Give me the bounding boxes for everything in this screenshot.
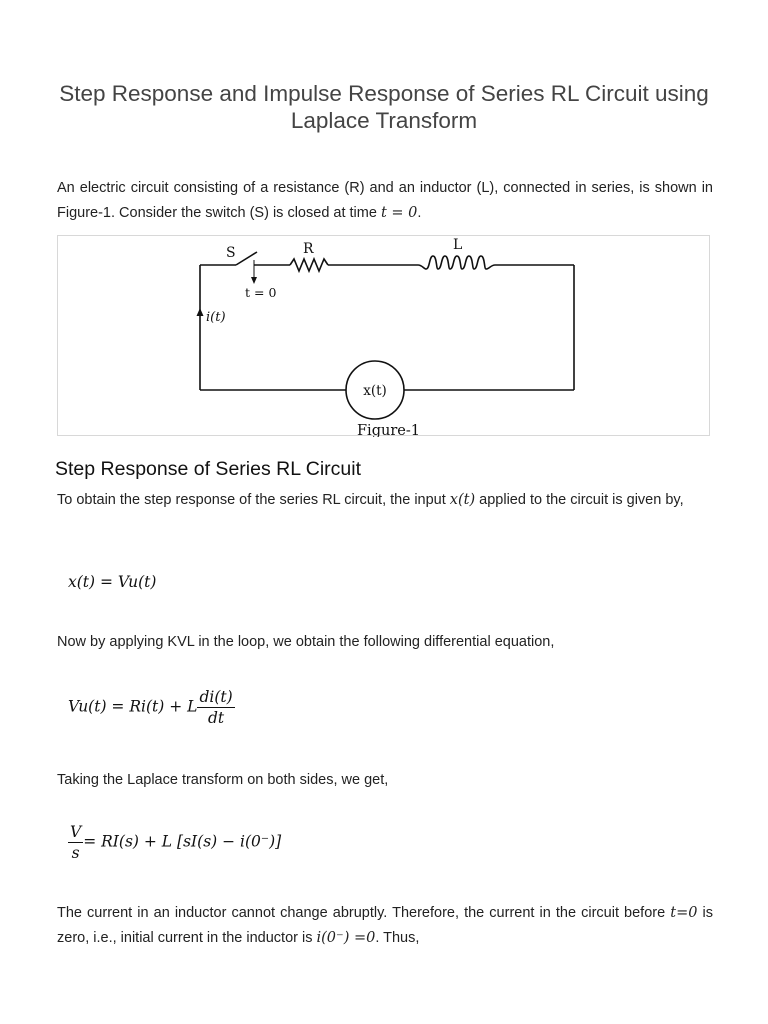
time-label: t = 0: [245, 285, 277, 300]
paragraph-kvl: Now by applying KVL in the loop, we obtain the following differential equation,: [57, 634, 555, 650]
eq3-numerator: V: [70, 823, 82, 841]
eq3-fraction: [68, 823, 83, 862]
source-label: x(t): [363, 383, 387, 399]
equation-input: x(t) = Vu(t): [68, 573, 157, 591]
intro-math: t = 0: [380, 205, 418, 221]
p1-end: applied to the circuit is given by,: [475, 492, 684, 508]
p4-text2: is zero, i.e., initial current in the inductor is: [57, 905, 714, 946]
paragraph-initial-current: [57, 901, 713, 951]
circuit-diagram: [58, 236, 711, 437]
p4-math2: i(0⁻) =0: [316, 930, 376, 946]
p4-text1: The current in an inductor cannot change abruptly. Therefore, the current in the circuit before: [57, 905, 671, 921]
eq2-lhs: Vu(t) = Ri(t) + L: [68, 697, 198, 716]
equation-kvl: [68, 688, 235, 727]
circuit-figure: [57, 235, 710, 436]
eq3-rhs: = RI(s) + L [sI(s) − i(0⁻)]: [83, 832, 282, 851]
inductor-coil: [418, 256, 495, 269]
figure-caption: Figure-1: [357, 423, 420, 437]
resistor-zigzag: [290, 259, 328, 271]
p4-text3: . Thus,: [375, 930, 420, 946]
paragraph-laplace: Taking the Laplace transform on both sides, we get,: [57, 772, 389, 788]
section-heading: Step Response of Series RL Circuit: [55, 458, 362, 480]
p1-math: x(t): [449, 492, 476, 508]
eq3-denominator: s: [71, 844, 80, 862]
paragraph-step-input: [57, 488, 713, 513]
p1-text: To obtain the step response of the series RL circuit, the input: [57, 492, 450, 508]
current-arrow: [197, 308, 204, 316]
eq2-denominator: dt: [207, 709, 225, 727]
eq2-fraction: [197, 688, 234, 727]
intro-end: .: [417, 205, 422, 221]
switch-arrow-head: [251, 277, 257, 284]
inductor-label: L: [453, 237, 463, 253]
resistor-label: R: [303, 241, 314, 257]
eq2-numerator: di(t): [199, 688, 233, 706]
p4-math1: t=0: [670, 905, 698, 921]
current-label: i(t): [206, 310, 226, 325]
intro-text: An electric circuit consisting of a resistance (R) and an inductor (L), connected in series, is shown in Figure-1. Consider the switch (S) is closed at time: [57, 180, 713, 221]
page-title: Step Response and Impulse Response of Series RL Circuit using Laplace Transform: [59, 81, 709, 133]
equation-laplace: [68, 823, 281, 862]
switch-label: S: [226, 245, 236, 261]
intro-paragraph: [57, 176, 713, 226]
